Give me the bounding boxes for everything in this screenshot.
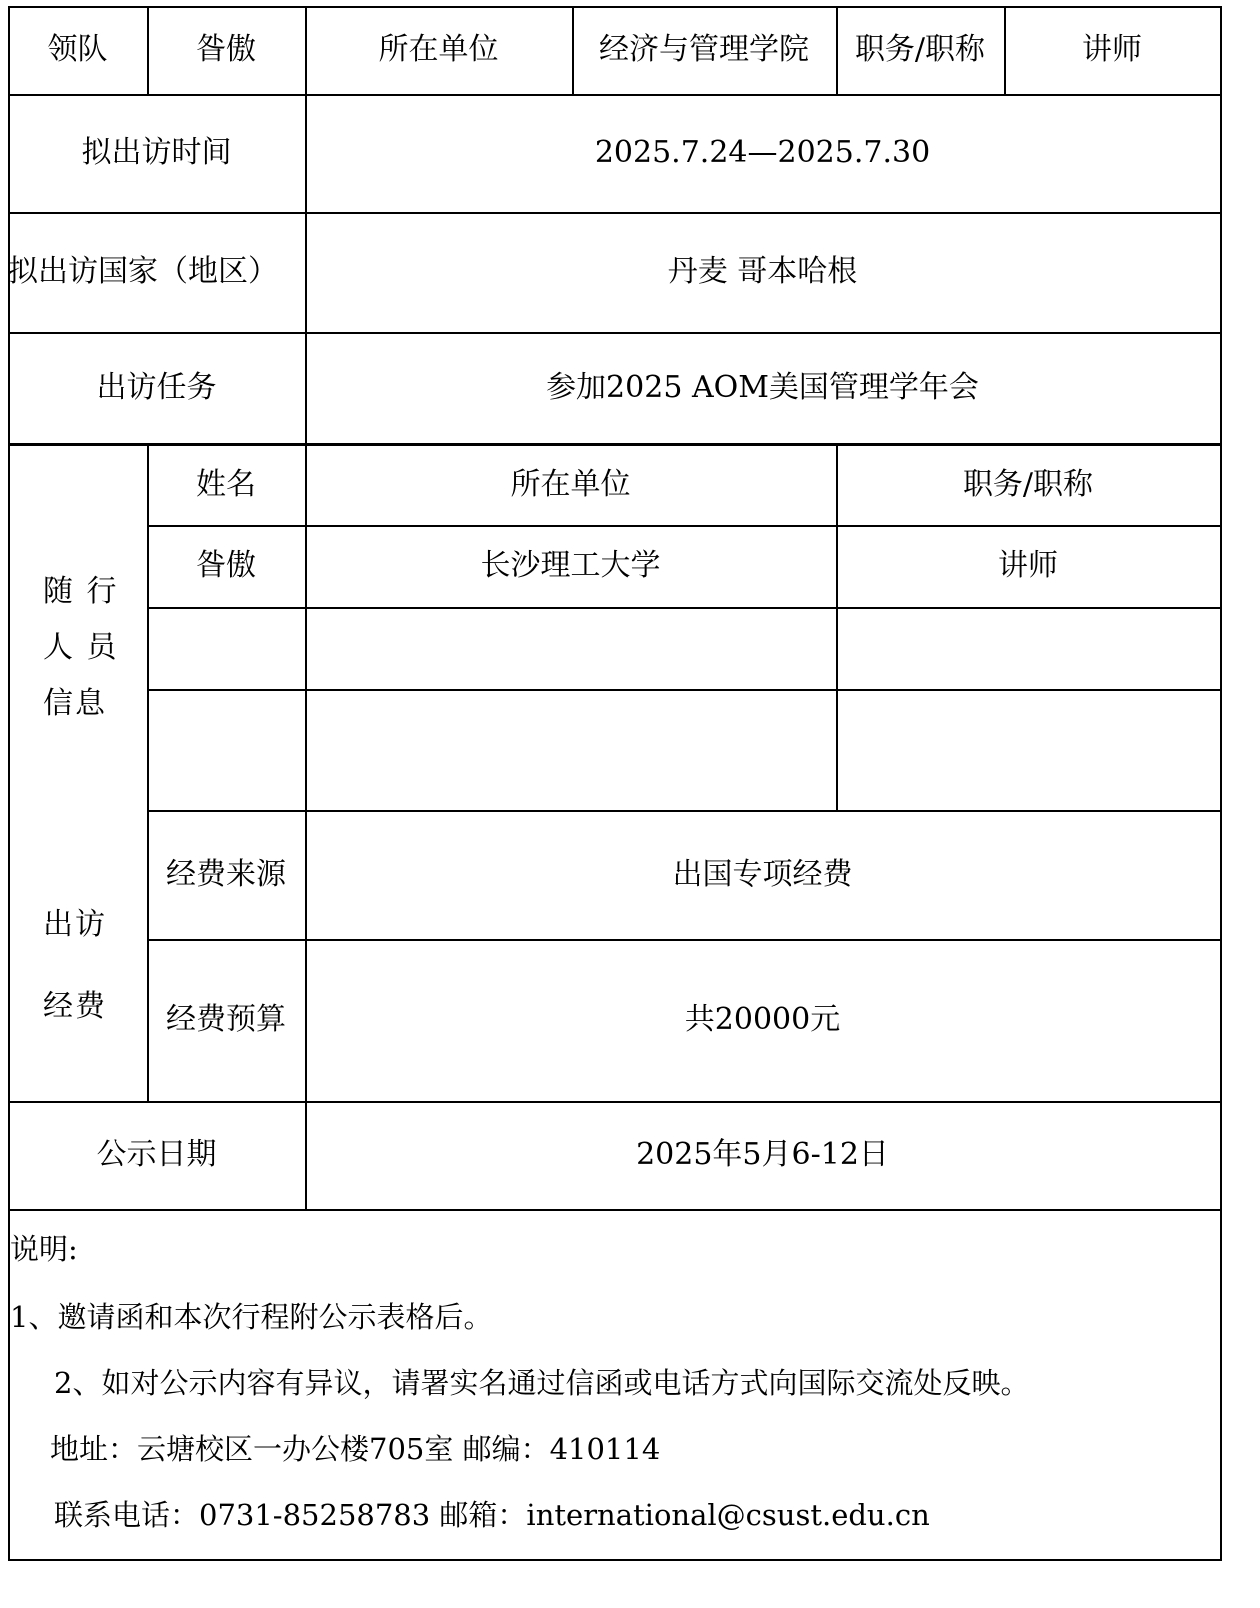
member-title — [836, 607, 1220, 689]
funding-section-label — [43, 884, 107, 1048]
visit-publicity-form — [8, 6, 1252, 1600]
funding-label-line: 出访 — [43, 907, 107, 942]
notes-contact: 联系电话：0731-85258783 邮箱：international@csust.edu.cn — [54, 1498, 930, 1532]
members-section-label — [43, 564, 119, 732]
publicity-date-value: 2025年5月6-12日 — [636, 1137, 889, 1172]
members-header-title: 职务/职称 — [962, 466, 1094, 502]
grid-line — [8, 1209, 1222, 1211]
leader-name: 昝傲 — [196, 32, 256, 67]
notes-line-1: 1、邀请函和本次行程附公示表格后。 — [10, 1300, 493, 1334]
notes-address: 地址：云塘校区一办公楼705室 邮编：410114 — [50, 1432, 661, 1466]
visit-time-value: 2025.7.24—2025.7.30 — [594, 135, 931, 170]
member-title — [836, 689, 1220, 810]
member-title: 讲师 — [998, 548, 1058, 583]
member-unit — [305, 607, 836, 689]
unit-value: 经济与管理学院 — [599, 32, 809, 67]
unit-label: 所在单位 — [378, 32, 499, 67]
visit-task-value: 参加2025 AOM美国管理学年会 — [546, 369, 979, 405]
members-header-unit: 所在单位 — [510, 466, 631, 502]
funding-label-line: 经费 — [43, 989, 107, 1024]
members-label-line: 随 行 — [43, 574, 119, 609]
title-value: 讲师 — [1082, 32, 1142, 67]
notes-title: 说明: — [10, 1232, 78, 1266]
notes-line-2: 2、如对公示内容有异议，请署实名通过信函或电话方式向国际交流处反映。 — [54, 1366, 1030, 1400]
member-unit: 长沙理工大学 — [480, 548, 661, 583]
members-label-line: 信息 — [43, 686, 107, 721]
visit-country-label: 拟出访国家（地区） — [8, 254, 278, 289]
visit-time-label: 拟出访时间 — [81, 135, 232, 170]
grid-line — [8, 1559, 1222, 1561]
leader-label: 领队 — [47, 32, 108, 67]
visit-task-label: 出访任务 — [96, 369, 217, 405]
members-label-line: 人 员 — [43, 630, 119, 665]
member-name: 昝傲 — [196, 548, 256, 583]
grid-line — [1220, 6, 1222, 1561]
funding-budget-label: 经费预算 — [166, 1002, 286, 1037]
member-name — [147, 689, 305, 810]
member-unit — [305, 689, 836, 810]
title-label: 职务/职称 — [854, 32, 986, 67]
funding-budget-value: 共20000元 — [684, 1002, 841, 1037]
funding-source-label: 经费来源 — [166, 856, 286, 892]
funding-source-value: 出国专项经费 — [672, 856, 853, 892]
publicity-date-label: 公示日期 — [96, 1137, 217, 1172]
member-name — [147, 607, 305, 689]
members-header-name: 姓名 — [196, 466, 256, 502]
visit-country-value: 丹麦 哥本哈根 — [667, 254, 858, 289]
